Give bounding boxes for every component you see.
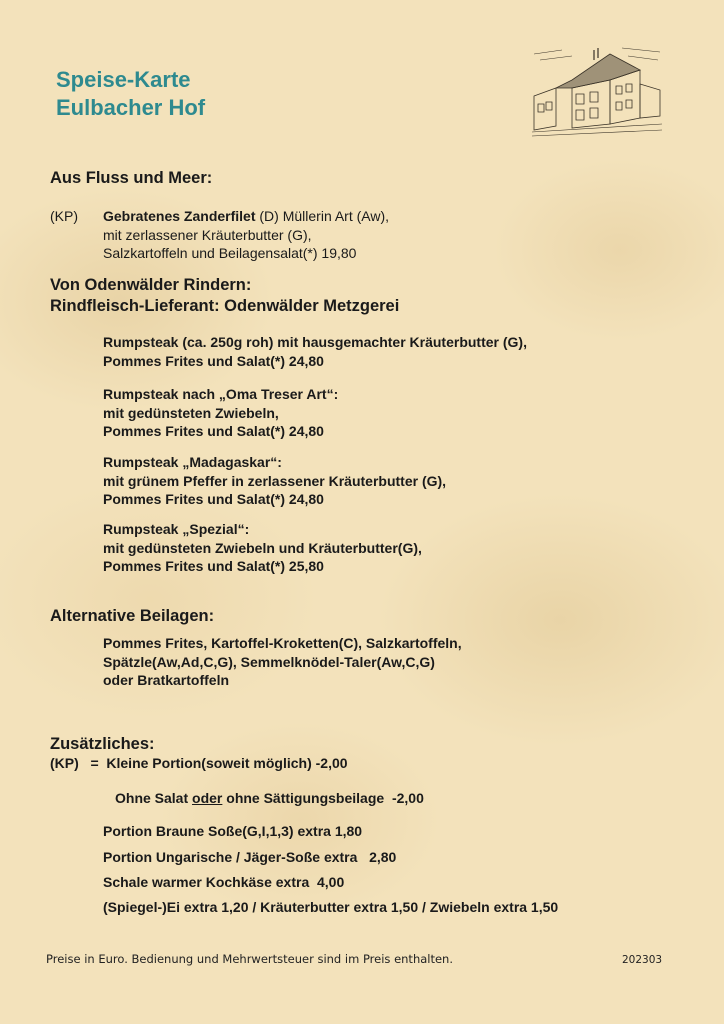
menu-title: [56, 66, 205, 122]
fish-dish-line-3: Salzkartoffeln und Beilagensalat(*) 19,80: [103, 245, 357, 261]
extra-item-1: Portion Braune Soße(G,I,1,3) extra 1,80: [103, 823, 363, 839]
beef-dish-2-line-2: mit gedünsteten Zwiebeln,: [103, 404, 279, 421]
beef-dish-3-line-2: mit grünem Pfeffer in zerlassener Kräuterbutter (G),: [103, 472, 447, 489]
extra-item-2: Portion Ungarische / Jäger-Soße extra 2,80: [103, 849, 397, 865]
beef-heading-line-1: Von Odenwälder Rindern:: [50, 276, 252, 294]
section-heading-fish: Aus Fluss und Meer:: [50, 169, 213, 187]
title-line-1: Speise-Karte: [56, 67, 191, 92]
no-salad-or: oder: [192, 790, 223, 806]
fish-dish-line-1: [103, 207, 389, 226]
beef-dish-2-line-3: Pommes Frites und Salat(*) 24,80: [103, 423, 324, 439]
portion-tag: (KP): [50, 208, 78, 224]
footer-note: Preise in Euro. Bedienung und Mehrwertsteuer sind im Preis enthalten.: [46, 952, 453, 966]
fish-dish: [103, 207, 389, 263]
kp-explanation: (KP) = Kleine Portion(soweit möglich) -2,00: [50, 755, 348, 771]
no-salad-pre: Ohne Salat: [115, 790, 193, 806]
beef-dish-4: [103, 520, 422, 576]
beef-dish-1-line-1: Rumpsteak (ca. 250g roh) mit hausgemachter Kräuterbutter (G),: [103, 334, 527, 350]
beef-dish-4-line-1: Rumpsteak „Spezial“:: [103, 521, 250, 537]
beef-dish-1: [103, 333, 527, 370]
beef-dish-2: [103, 385, 338, 441]
no-salad-post: ohne Sättigungsbeilage -2,00: [222, 790, 424, 806]
extra-item-3: Schale warmer Kochkäse extra 4,00: [103, 874, 345, 890]
sides-list: [103, 634, 462, 690]
beef-heading-line-2: Rindfleisch-Lieferant: Odenwälder Metzgerei: [50, 297, 400, 315]
inn-building-sketch-icon: [532, 40, 662, 140]
beef-dish-4-line-3: Pommes Frites und Salat(*) 25,80: [103, 558, 324, 574]
beef-dish-2-line-1: Rumpsteak nach „Oma Treser Art“:: [103, 386, 339, 402]
section-heading-beef: [50, 275, 399, 317]
beef-dish-3-line-3: Pommes Frites und Salat(*) 24,80: [103, 491, 324, 507]
beef-dish-3: [103, 453, 446, 509]
extra-item-4: (Spiegel-)Ei extra 1,20 / Kräuterbutter extra 1,50 / Zwiebeln extra 1,50: [103, 899, 559, 915]
menu-version-code: 202303: [622, 954, 663, 966]
section-heading-sides: Alternative Beilagen:: [50, 607, 215, 625]
sides-line-2: Spätzle(Aw,Ad,C,G), Semmelknödel-Taler(Aw,C,G): [103, 653, 435, 670]
sides-line-1: Pommes Frites, Kartoffel-Kroketten(C), Salzkartoffeln,: [103, 635, 462, 651]
beef-dish-3-line-1: Rumpsteak „Madagaskar“:: [103, 454, 282, 470]
fish-dish-line-1-rest: (D) Müllerin Art (Aw),: [255, 208, 390, 224]
beef-dish-1-line-2: Pommes Frites und Salat(*) 24,80: [103, 352, 324, 369]
section-heading-extras: Zusätzliches:: [50, 735, 155, 753]
sides-line-3: oder Bratkartoffeln: [103, 672, 230, 688]
beef-dish-4-line-2: mit gedünsteten Zwiebeln und Kräuterbutter(G),: [103, 539, 422, 556]
no-salad-line: [115, 789, 424, 808]
fish-dish-line-2: mit zerlassener Kräuterbutter (G),: [103, 226, 312, 243]
title-line-2: Eulbacher Hof: [56, 95, 206, 120]
fish-dish-name: Gebratenes Zanderfilet: [103, 208, 256, 224]
